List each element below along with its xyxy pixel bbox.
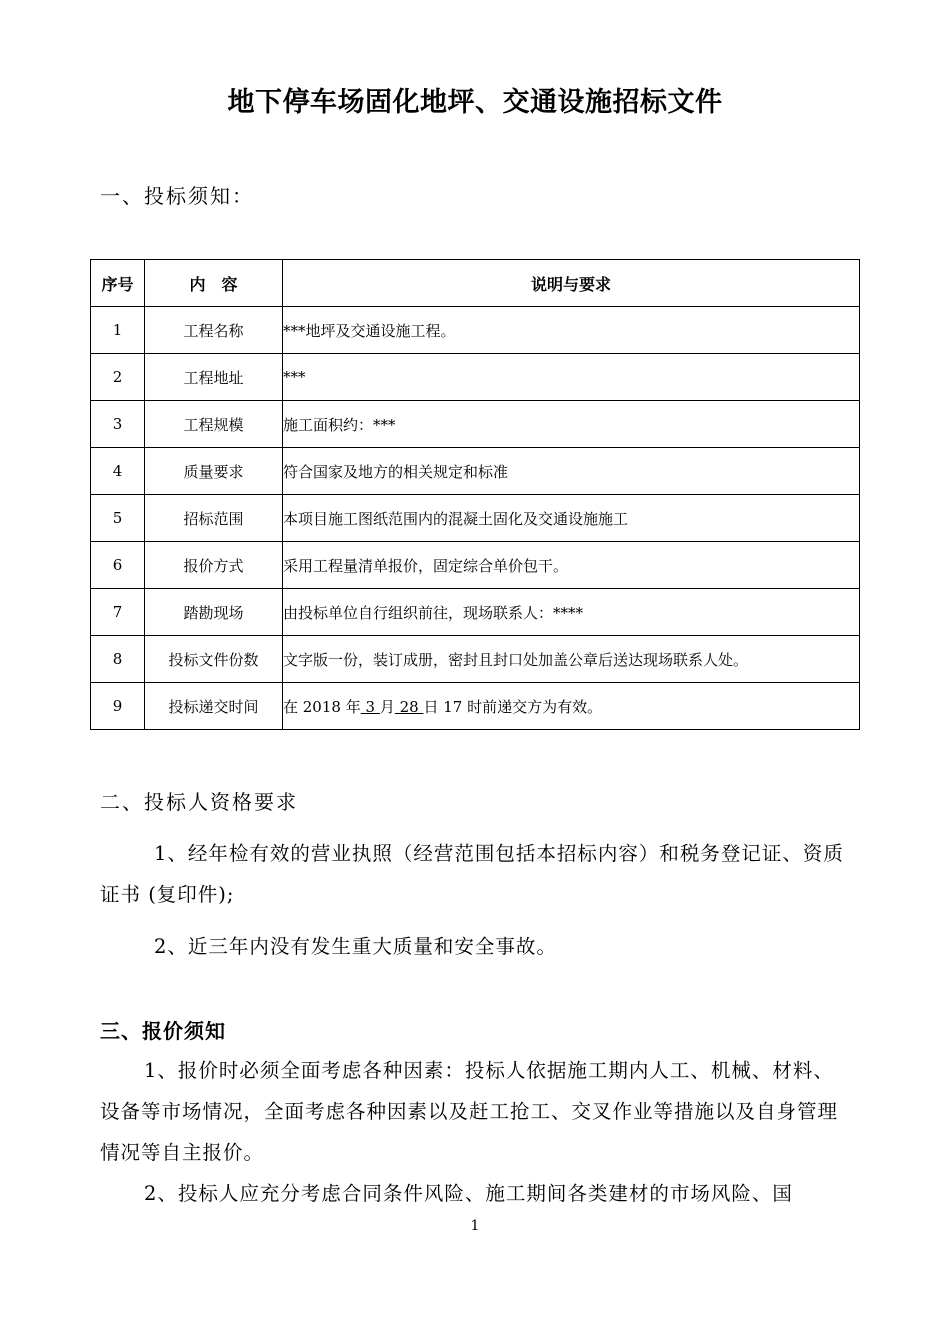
- table-header-row: [91, 260, 860, 307]
- row-item: 质量要求: [145, 448, 283, 495]
- row-description: [283, 683, 860, 730]
- row-seq: 9: [91, 683, 145, 730]
- document-title: 地下停车场固化地坪、交通设施招标文件: [227, 87, 723, 118]
- table-row: [91, 542, 860, 589]
- row-item: 招标范围: [145, 495, 283, 542]
- row-seq: 4: [91, 448, 145, 495]
- row-description: 文字版一份，装订成册，密封且封口处加盖公章后送达现场联系人处。: [283, 636, 860, 683]
- row-seq: 3: [91, 401, 145, 448]
- table-row: [91, 495, 860, 542]
- header-seq: 序号: [91, 260, 145, 307]
- deadline-day: 28: [394, 697, 424, 716]
- section-1-heading: 一、投标须知：: [100, 184, 254, 208]
- table-row: [91, 683, 860, 730]
- row-item: 工程名称: [145, 307, 283, 354]
- table-row: [91, 401, 860, 448]
- page-number: 1: [470, 1218, 480, 1234]
- table-row: [91, 589, 860, 636]
- row-description: 符合国家及地方的相关规定和标准: [283, 448, 860, 495]
- row-seq: 1: [91, 307, 145, 354]
- row-description: ***地坪及交通设施工程。: [283, 307, 860, 354]
- section-3-heading: 三、报价须知: [100, 1019, 226, 1043]
- deadline-suffix: 日 17 时前递交方为有效。: [423, 697, 603, 716]
- header-description: 说明与要求: [283, 260, 860, 307]
- deadline-month-unit: 月: [379, 697, 395, 716]
- deadline-prefix: 在 2018 年: [283, 697, 361, 716]
- row-seq: 2: [91, 354, 145, 401]
- row-item: 报价方式: [145, 542, 283, 589]
- table-row: [91, 448, 860, 495]
- deadline-month: 3: [360, 697, 380, 716]
- row-item: 投标文件份数: [145, 636, 283, 683]
- bidding-notice-table: [90, 259, 860, 730]
- row-item: 工程地址: [145, 354, 283, 401]
- row-seq: 8: [91, 636, 145, 683]
- row-seq: 6: [91, 542, 145, 589]
- row-item: 工程规模: [145, 401, 283, 448]
- row-seq: 5: [91, 495, 145, 542]
- row-description: 采用工程量清单报价，固定综合单价包干。: [283, 542, 860, 589]
- table-row: [91, 636, 860, 683]
- row-description: 由投标单位自行组织前往，现场联系人：****: [283, 589, 860, 636]
- quotation-item-2: 2、投标人应充分考虑合同条件风险、施工期间各类建材的市场风险、国: [144, 1182, 793, 1205]
- row-item: 投标递交时间: [145, 683, 283, 730]
- quotation-item-1: 1、报价时必须全面考虑各种因素：投标人依据施工期内人工、机械、材料、设备等市场情况，全面考虑各种因素以及赶工抢工、交叉作业等措施以及自身管理情况等自主报价。: [100, 1059, 839, 1164]
- qualification-item-2: 2、近三年内没有发生重大质量和安全事故。: [154, 935, 557, 958]
- row-seq: 7: [91, 589, 145, 636]
- qualification-item-1: 1、经年检有效的营业执照（经营范围包括本招标内容）和税务登记证、资质证书 (复印件);: [100, 842, 844, 906]
- table-row: [91, 354, 860, 401]
- row-description: 本项目施工图纸范围内的混凝土固化及交通设施施工: [283, 495, 860, 542]
- row-item: 踏勘现场: [145, 589, 283, 636]
- header-content: 内 容: [145, 260, 283, 307]
- table-row: [91, 307, 860, 354]
- row-description: 施工面积约：***: [283, 401, 860, 448]
- section-2-heading: 二、投标人资格要求: [100, 790, 298, 814]
- row-description: ***: [283, 354, 860, 401]
